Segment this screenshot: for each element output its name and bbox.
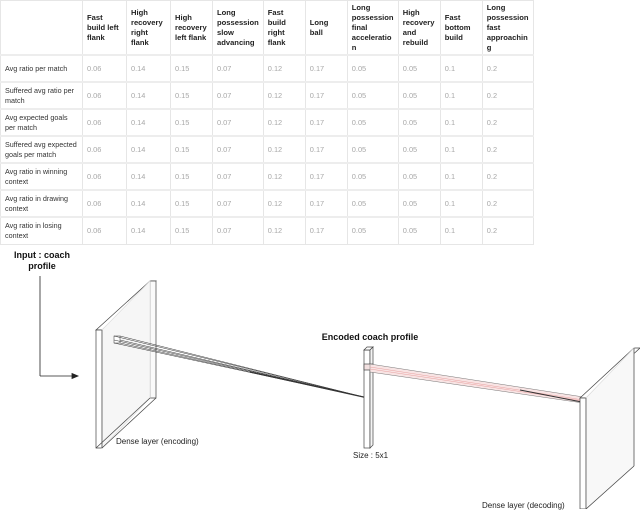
table-cell: 0.17 [305, 82, 347, 109]
table-cell: 0.05 [347, 109, 398, 136]
table-cell: 0.05 [398, 136, 440, 163]
table-cell: 0.1 [440, 136, 482, 163]
table-cell: 0.15 [171, 217, 213, 244]
input-title-line1: Input : coach [14, 250, 70, 260]
table-cell: 0.14 [127, 163, 171, 190]
table-cell: 0.14 [127, 55, 171, 82]
bottleneck-size-label: Size : 5x1 [353, 451, 389, 460]
row-header: Suffered avg ratio per match [1, 82, 83, 109]
row-header: Avg ratio per match [1, 55, 83, 82]
table-cell: 0.05 [347, 82, 398, 109]
table-cell: 0.05 [347, 55, 398, 82]
table-cell: 0.17 [305, 109, 347, 136]
table-cell: 0.2 [482, 190, 533, 217]
table-cell: 0.05 [398, 55, 440, 82]
table-cell: 0.14 [127, 190, 171, 217]
table-cell: 0.07 [213, 136, 264, 163]
table-cell: 0.15 [171, 190, 213, 217]
table-cell: 0.1 [440, 190, 482, 217]
column-header: Long possession fast approachin g [482, 1, 533, 56]
column-header: Long possession slow advancing [213, 1, 264, 56]
decoder-label: Dense layer (decoding) [482, 501, 565, 510]
input-arrow-icon [40, 276, 78, 379]
table-cell: 0.1 [440, 109, 482, 136]
table-cell: 0.06 [83, 82, 127, 109]
table-cell: 0.2 [482, 163, 533, 190]
row-header: Avg ratio in losing context [1, 217, 83, 244]
table-cell: 0.12 [263, 82, 305, 109]
table-cell: 0.12 [263, 163, 305, 190]
table-cell: 0.06 [83, 55, 127, 82]
row-header: Avg expected goals per match [1, 109, 83, 136]
column-header: Long possession final acceleratio n [347, 1, 398, 56]
table-cell: 0.1 [440, 82, 482, 109]
encoder-layer-shape [96, 281, 156, 448]
input-title-line2: profile [28, 261, 56, 271]
column-header: Fast build right flank [263, 1, 305, 56]
table-cell: 0.15 [171, 82, 213, 109]
table-cell: 0.06 [83, 217, 127, 244]
table-cell: 0.2 [482, 82, 533, 109]
table-cell: 0.06 [83, 136, 127, 163]
table-cell: 0.12 [263, 190, 305, 217]
table-cell: 0.07 [213, 109, 264, 136]
column-header: Fast build left flank [83, 1, 127, 56]
table-cell: 0.17 [305, 136, 347, 163]
table-cell: 0.2 [482, 136, 533, 163]
table-cell: 0.15 [171, 163, 213, 190]
table-cell: 0.05 [347, 136, 398, 163]
table-cell: 0.07 [213, 217, 264, 244]
table-cell: 0.05 [398, 82, 440, 109]
table-cell: 0.17 [305, 163, 347, 190]
table-cell: 0.12 [263, 55, 305, 82]
row-header: Avg ratio in winning context [1, 163, 83, 190]
table-cell: 0.05 [347, 217, 398, 244]
row-header: Avg ratio in drawing context [1, 190, 83, 217]
table-cell: 0.17 [305, 55, 347, 82]
column-header: High recovery and rebuild [398, 1, 440, 56]
table-cell: 0.14 [127, 82, 171, 109]
table-cell: 0.14 [127, 136, 171, 163]
input-title [2, 250, 82, 272]
decoder-beam [370, 364, 592, 404]
table-cell: 0.1 [440, 55, 482, 82]
table-cell: 0.05 [398, 217, 440, 244]
table-cell: 0.12 [263, 136, 305, 163]
row-header: Suffered avg expected goals per match [1, 136, 83, 163]
table-cell: 0.1 [440, 217, 482, 244]
column-header: High recovery right flank [127, 1, 171, 56]
table-cell: 0.12 [263, 109, 305, 136]
table-cell: 0.14 [127, 217, 171, 244]
encoded-title: Encoded coach profile [321, 332, 419, 342]
column-header: Long ball [305, 1, 347, 56]
column-header: High recovery left flank [171, 1, 213, 56]
table-cell: 0.05 [398, 109, 440, 136]
table-cell: 0.06 [83, 109, 127, 136]
table-cell: 0.17 [305, 190, 347, 217]
table-cell: 0.2 [482, 55, 533, 82]
table-cell: 0.15 [171, 55, 213, 82]
table-cell: 0.05 [398, 163, 440, 190]
table-cell: 0.15 [171, 109, 213, 136]
table-cell: 0.06 [83, 190, 127, 217]
table-cell: 0.1 [440, 163, 482, 190]
table-cell: 0.05 [398, 190, 440, 217]
table-cell: 0.05 [347, 190, 398, 217]
table-cell: 0.06 [83, 163, 127, 190]
encoder-label: Dense layer (encoding) [116, 437, 199, 446]
table-cell: 0.07 [213, 163, 264, 190]
table-cell: 0.2 [482, 217, 533, 244]
table-cell: 0.17 [305, 217, 347, 244]
table-cell: 0.15 [171, 136, 213, 163]
table-cell: 0.05 [347, 163, 398, 190]
bottleneck-layer-shape [364, 347, 373, 448]
decoder-layer-shape [580, 348, 640, 509]
column-header: Fast bottom build [440, 1, 482, 56]
table-cell: 0.14 [127, 109, 171, 136]
table-cell: 0.07 [213, 190, 264, 217]
table-cell: 0.12 [263, 217, 305, 244]
table-cell: 0.07 [213, 82, 264, 109]
table-cell: 0.2 [482, 109, 533, 136]
table-cell: 0.07 [213, 55, 264, 82]
